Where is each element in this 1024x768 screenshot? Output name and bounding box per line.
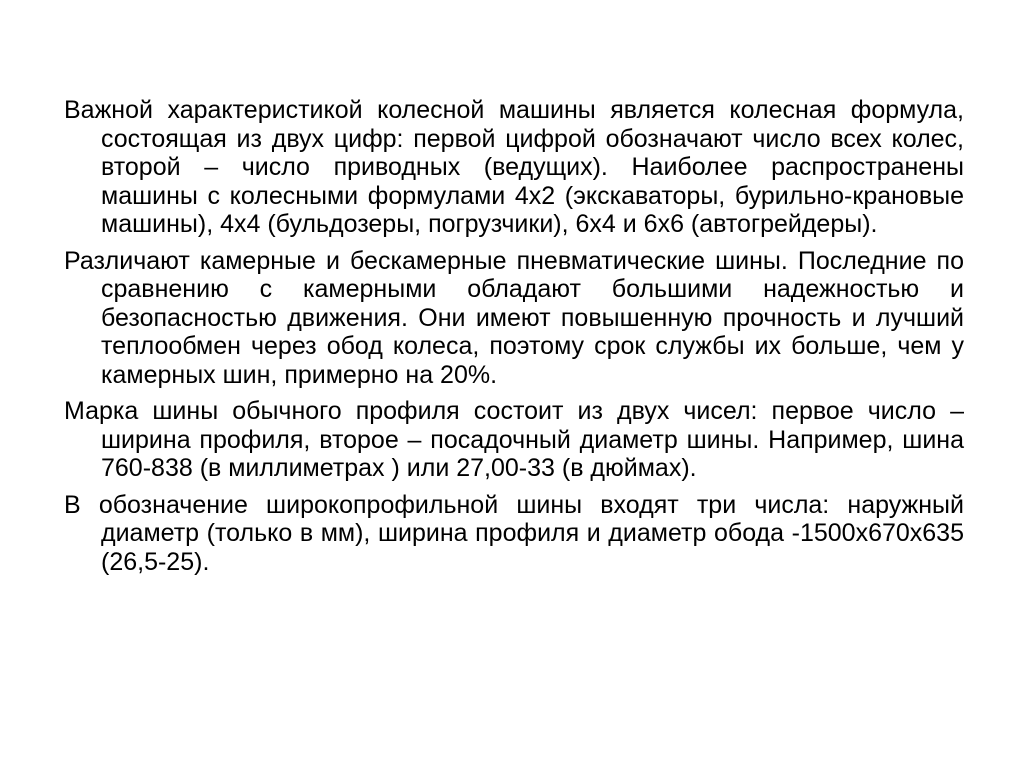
paragraph-wheel-formula: Важной характеристикой колесной машины является колесная формула, состоящая из двух цифр: первой цифрой обозначают число всех колес, второй – число приводных (ведущих). Наиболее распространены машины с колесными формулами 4x2 (экскаваторы, бурильно-крановые машины), 4x4 (бульдозеры, погрузчики), 6x4 и 6x6 (автогрейдеры). <box>64 96 964 238</box>
paragraph-tire-marking: Марка шины обычного профиля состоит из двух чисел: первое число – ширина профиля, второе – посадочный диаметр шины. Например, шина 760-838 (в миллиметрах ) или 27,00-33 (в дюймах). <box>64 397 964 482</box>
paragraph-tire-types: Различают камерные и бескамерные пневматические шины. Последние по сравнению с камерными обладают большими надежностью и безопасностью движения. Они имеют повышенную прочность и лучший теплообмен через обод колеса, поэтому срок службы их больше, чем у камерных шин, примерно на 20%. <box>64 246 964 389</box>
paragraph-wide-profile-tire: В обозначение широкопрофильной шины входят три числа: наружный диаметр (только в мм), ширина профиля и диаметр обода -1500x670x635 (26,5-25). <box>64 490 964 576</box>
slide-text-body <box>64 96 964 584</box>
